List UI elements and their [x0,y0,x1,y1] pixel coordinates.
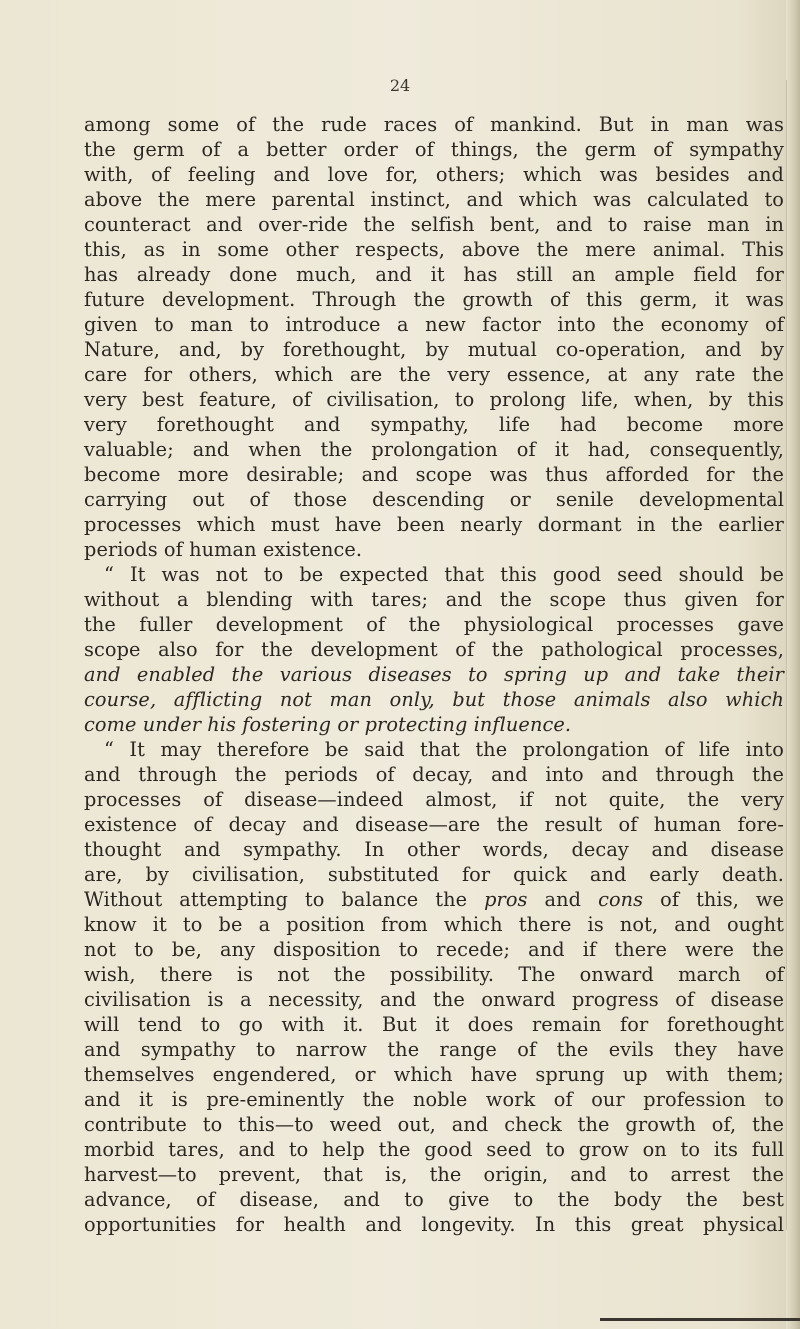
text-line: without a blending with tares; and the scope thus given for [84,588,784,611]
text-line [84,712,784,737]
text-line: Without attempting to balance the pros and cons of this, we [84,888,785,911]
text-line: and sympathy to narrow the range of the evils they have [84,1038,784,1061]
text-line: harvest—to prevent, that is, the origin, and to arrest the [84,1163,784,1186]
text-line: thought and sympathy. In other words, decay and disease [84,838,784,861]
text-line: civilisation is a necessity, and the onward progress of disease [84,988,784,1011]
text-line: become more desirable; and scope was thus afforded for the [84,463,784,486]
text-line: very best feature, of civilisation, to prolong life, when, by this [84,388,784,411]
text-line: and it is pre-eminently the noble work of our profession to [84,1088,784,1111]
page-number: 24 [389,76,411,95]
bottom-rule [600,1318,800,1321]
text-line: “ It may therefore be said that the prolongation of life into [104,738,784,761]
text-line: opportunities for health and longevity. In this great physical [84,1213,784,1236]
text-line: wish, there is not the possibility. The onward march of [84,963,784,986]
page-edge [786,0,800,1329]
text-line: very forethought and sympathy, life had become more [84,413,784,436]
text-line: care for others, which are the very essence, at any rate the [84,363,784,386]
text-line: the fuller development of the physiological processes gave [84,613,784,636]
text-line: know it to be a position from which there is not, and ought [84,913,784,936]
text-line: morbid tares, and to help the good seed to grow on to its full [84,1138,784,1161]
text-line: advance, of disease, and to give to the body the best [84,1188,784,1211]
text-line: periods of human existence. [84,538,363,561]
italic-word: cons [598,888,644,911]
italic-text: and enabled the various diseases to spring up and take their [84,663,784,686]
text-line: has already done much, and it has still an ample field for [84,263,784,286]
text-line: given to man to introduce a new factor into the economy of [84,313,784,336]
text-line: “ It was not to be expected that this good seed should be [104,563,784,586]
text-line: valuable; and when the prolongation of it had, consequently, [84,438,784,461]
text-line: existence of decay and disease—are the result of human fore- [84,813,784,836]
italic-text: come under his fostering or protecting influence. [84,713,572,736]
text-line: carrying out of those descending or senile developmental [84,488,784,511]
text-line: Nature, and, by forethought, by mutual co-operation, and by [84,338,784,361]
text-line: will tend to go with it. But it does remain for forethought [84,1013,784,1036]
text-line: are, by civilisation, substituted for quick and early death. [84,863,784,886]
text-line: processes of disease—indeed almost, if not quite, the very [84,788,784,811]
text-line: above the mere parental instinct, and which was calculated to [84,188,784,211]
text-line: the germ of a better order of things, the germ of sympathy [84,138,784,161]
text-line: and through the periods of decay, and into and through the [84,763,784,786]
text-line: scope also for the development of the pathological processes, [84,638,784,661]
text-line: future development. Through the growth of this germ, it was [84,288,784,311]
text-line: this, as in some other respects, above the mere animal. This [84,238,784,261]
text-line: counteract and over-ride the selfish bent, and to raise man in [84,213,784,236]
text-line: with, of feeling and love for, others; which was besides and [84,163,784,186]
text-line: themselves engendered, or which have sprung up with them; [84,1063,784,1086]
text-line: not to be, any disposition to recede; and if there were the [84,938,784,961]
text-line [84,687,784,712]
page-edge-line [786,80,787,1230]
text-line: among some of the rude races of mankind. But in man was [84,113,784,136]
body-text [84,112,784,1237]
italic-text: course, afflicting not man only, but those animals also which [84,688,784,711]
text-line: processes which must have been nearly dormant in the earlier [84,513,784,536]
text-line: contribute to this—to weed out, and check the growth of, the [84,1113,784,1136]
text-line [84,662,784,687]
italic-word: pros [484,888,528,911]
